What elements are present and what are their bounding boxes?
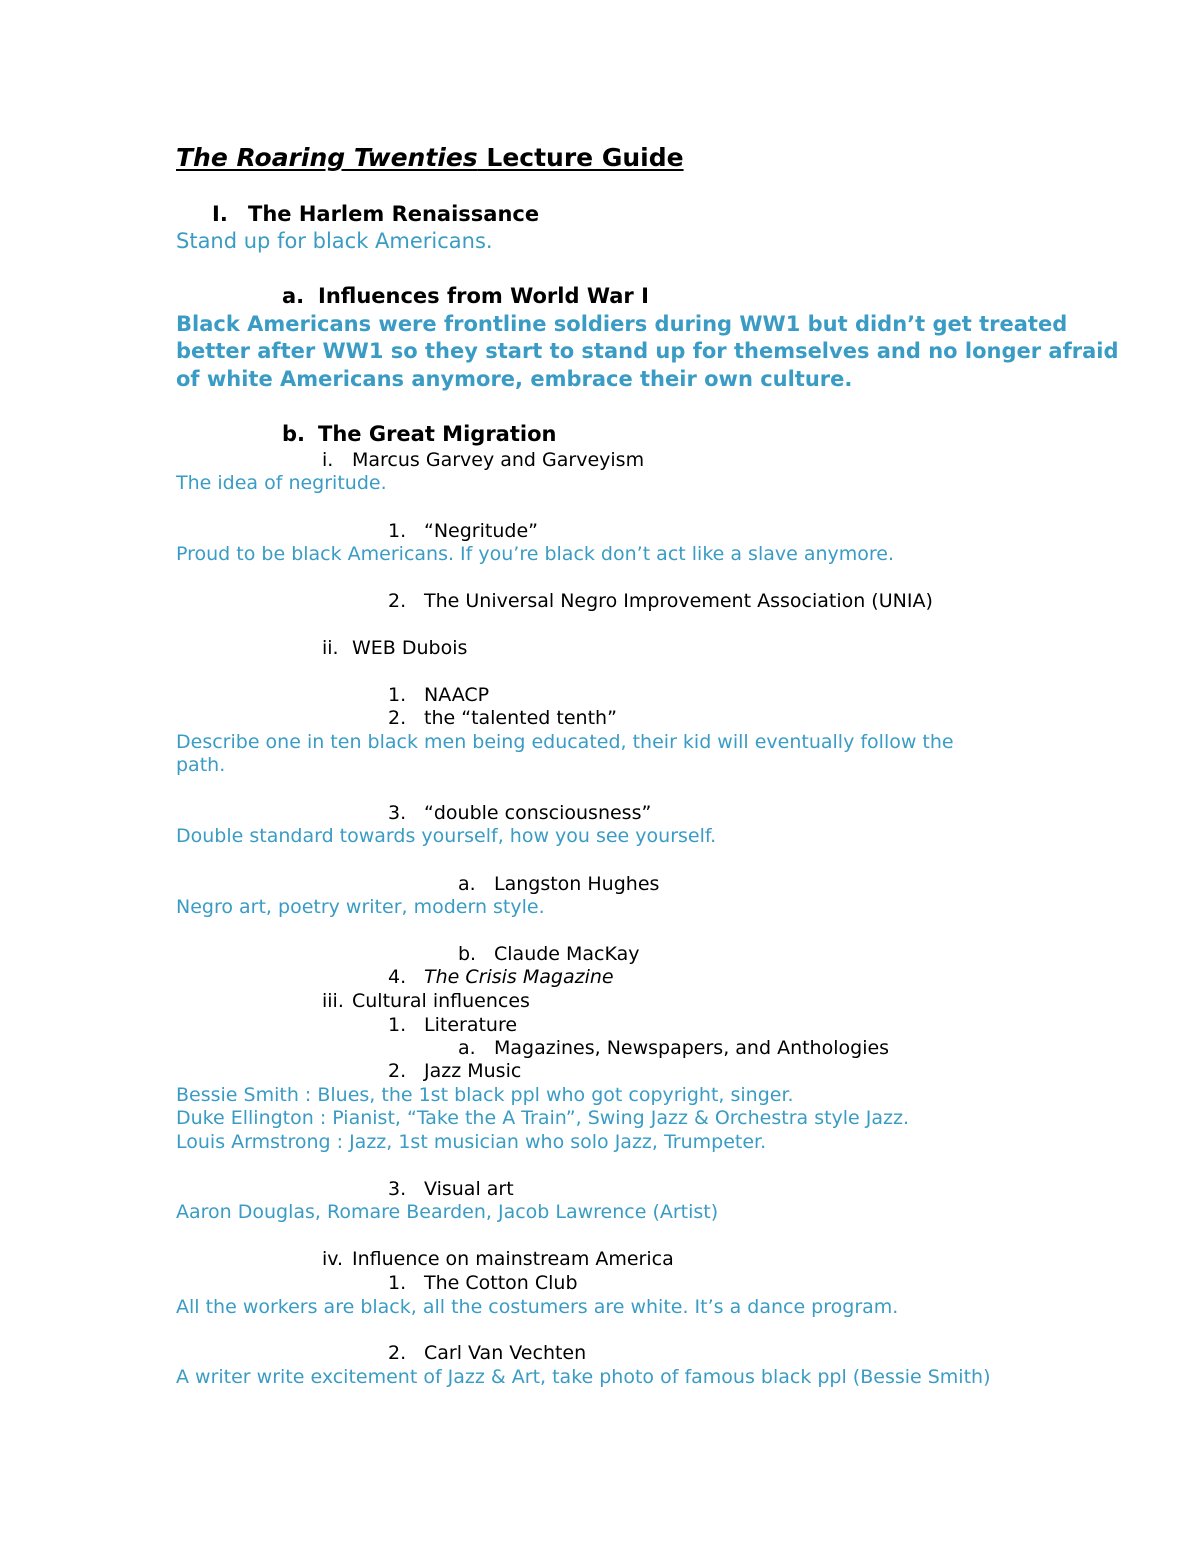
mainstream-title: Influence on mainstream America	[352, 1248, 674, 1270]
cultural-item-3-text: Visual art	[424, 1178, 514, 1200]
cultural-item-1-text: Literature	[424, 1014, 518, 1036]
mainstream-number: iv.	[322, 1248, 344, 1270]
section-1-title: The Harlem Renaissance	[248, 202, 540, 226]
dubois-sub-a-note: Negro art, poetry writer, modern style.	[176, 896, 545, 918]
dubois-sub-b-text: Claude MacKay	[494, 943, 640, 965]
garvey-item-1-number: 1.	[388, 520, 407, 542]
cultural-sub-a-text: Magazines, Newspapers, and Anthologies	[494, 1037, 890, 1059]
garvey-title: Marcus Garvey and Garveyism	[352, 449, 645, 471]
dubois-item-3-text: “double consciousness”	[424, 802, 652, 824]
dubois-item-2-note-line-2: path.	[176, 754, 226, 776]
dubois-sub-a-letter: a.	[458, 873, 476, 895]
dubois-sub-b	[458, 942, 640, 966]
dubois-item-3	[388, 801, 651, 825]
jazz-note-duke-ellington: Duke Ellington : Pianist, “Take the A Train”, Swing Jazz & Orchestra style Jazz.	[176, 1107, 910, 1129]
dubois-heading	[322, 636, 467, 660]
mainstream-item-2-number: 2.	[388, 1342, 407, 1364]
cultural-item-3-number: 3.	[388, 1178, 407, 1200]
section-1a-note-line-2: better after WW1 so they start to stand up for themselves and no longer afraid	[176, 339, 1119, 363]
cultural-item-1-number: 1.	[388, 1014, 407, 1036]
mainstream-item-1-text: The Cotton Club	[424, 1272, 578, 1294]
garvey-item-1-note: Proud to be black Americans. If you’re black don’t act like a slave anymore.	[176, 543, 895, 565]
cultural-heading	[322, 989, 530, 1013]
page-title	[176, 142, 684, 174]
section-1a-title: Influences from World War I	[318, 284, 649, 308]
garvey-item-2	[388, 589, 933, 613]
garvey-item-1-text: “Negritude”	[424, 520, 538, 542]
dubois-sub-b-letter: b.	[458, 943, 477, 965]
section-1a-note-line-1: Black Americans were frontline soldiers during WW1 but didn’t get treated	[176, 312, 1068, 336]
title-rest: Lecture Guide	[477, 143, 684, 172]
cultural-item-3	[388, 1177, 514, 1201]
section-1b-heading	[282, 421, 556, 448]
mainstream-item-1	[388, 1271, 578, 1295]
garvey-number: i.	[322, 449, 334, 471]
cultural-sub-a	[458, 1036, 889, 1060]
section-1a-number: a.	[282, 284, 305, 308]
section-1a-heading	[282, 283, 649, 310]
section-1b-title: The Great Migration	[318, 422, 557, 446]
garvey-item-1	[388, 519, 538, 543]
mainstream-item-2	[388, 1341, 586, 1365]
section-1a-note-line-3: of white Americans anymore, embrace their own culture.	[176, 367, 853, 391]
section-1-heading	[212, 201, 539, 228]
garvey-item-2-text: The Universal Negro Improvement Association (UNIA)	[424, 590, 933, 612]
cultural-item-1	[388, 1013, 517, 1037]
dubois-item-4	[388, 965, 614, 989]
mainstream-item-2-note: A writer write excitement of Jazz & Art, take photo of famous black ppl (Bessie Smith)	[176, 1366, 991, 1388]
cultural-item-2-number: 2.	[388, 1060, 407, 1082]
dubois-title: WEB Dubois	[352, 637, 468, 659]
jazz-note-bessie-smith: Bessie Smith : Blues, the 1st black ppl who got copyright, singer.	[176, 1084, 794, 1106]
cultural-item-2	[388, 1059, 521, 1083]
dubois-item-1	[388, 683, 489, 707]
dubois-item-2-text: the “talented tenth”	[424, 707, 617, 729]
dubois-sub-a-text: Langston Hughes	[494, 873, 660, 895]
garvey-item-2-number: 2.	[388, 590, 407, 612]
cultural-item-2-text: Jazz Music	[424, 1060, 522, 1082]
dubois-item-2	[388, 706, 617, 730]
dubois-item-3-note: Double standard towards yourself, how you see yourself.	[176, 825, 717, 847]
dubois-sub-a	[458, 872, 659, 896]
cultural-title: Cultural influences	[352, 990, 530, 1012]
section-1b-number: b.	[282, 422, 306, 446]
cultural-sub-a-letter: a.	[458, 1037, 476, 1059]
mainstream-item-1-number: 1.	[388, 1272, 407, 1294]
section-1-note: Stand up for black Americans.	[176, 229, 493, 253]
dubois-item-4-text: The Crisis Magazine	[424, 966, 614, 988]
garvey-note: The idea of negritude.	[176, 472, 387, 494]
cultural-item-3-note: Aaron Douglas, Romare Bearden, Jacob Lawrence (Artist)	[176, 1201, 719, 1223]
dubois-item-1-text: NAACP	[424, 684, 490, 706]
dubois-item-2-note-line-1: Describe one in ten black men being educated, their kid will eventually follow the	[176, 731, 954, 753]
garvey-heading	[322, 448, 644, 472]
cultural-number: iii.	[322, 990, 344, 1012]
jazz-note-louis-armstrong: Louis Armstrong : Jazz, 1st musician who solo Jazz, Trumpeter.	[176, 1131, 767, 1153]
mainstream-item-1-note: All the workers are black, all the costumers are white. It’s a dance program.	[176, 1296, 899, 1318]
dubois-item-4-number: 4.	[388, 966, 407, 988]
mainstream-item-2-text: Carl Van Vechten	[424, 1342, 587, 1364]
title-italic: The Roaring Twenties	[176, 143, 478, 172]
dubois-item-1-number: 1.	[388, 684, 407, 706]
dubois-item-2-number: 2.	[388, 707, 407, 729]
mainstream-heading	[322, 1247, 674, 1271]
dubois-item-3-number: 3.	[388, 802, 407, 824]
dubois-number: ii.	[322, 637, 339, 659]
section-1-number: I.	[212, 202, 228, 226]
